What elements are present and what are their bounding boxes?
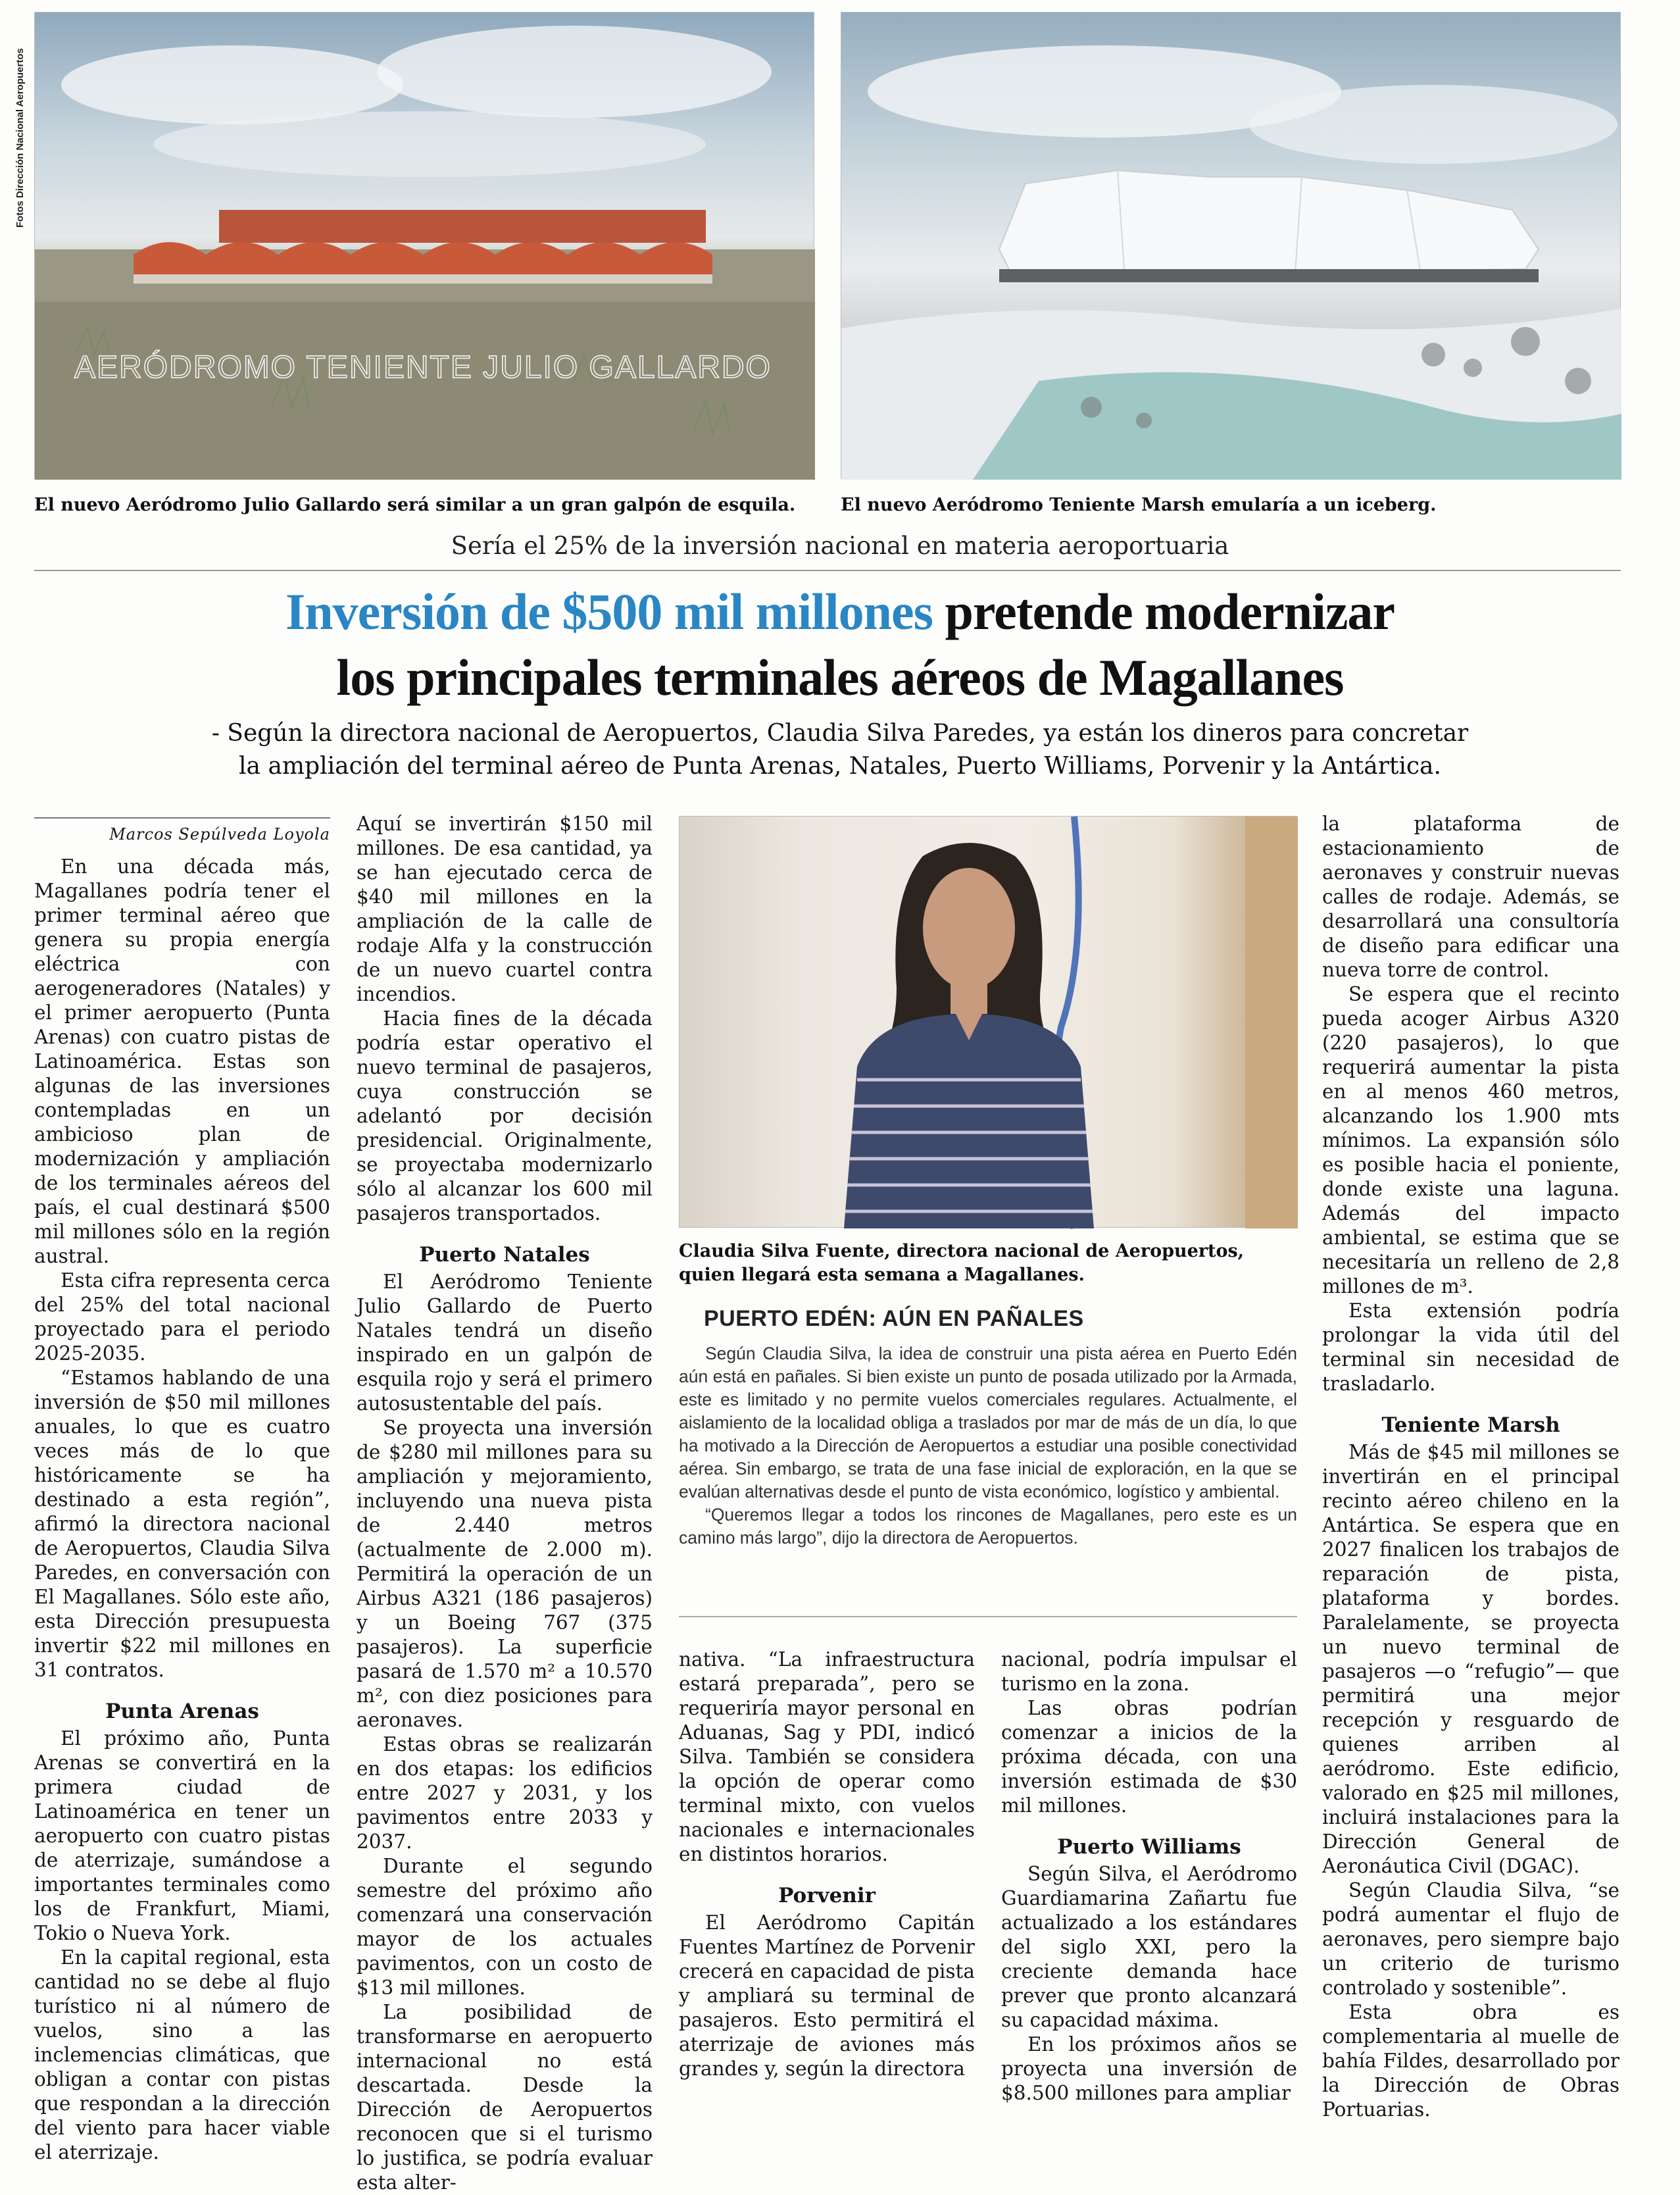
- sidebar-body: [679, 1342, 1297, 1550]
- portrait-woman-smiling: [679, 817, 1298, 1228]
- deck-line1: - Según la directora nacional de Aeropuertos, Claudia Silva Paredes, ya están los dineros para concretar: [211, 720, 1469, 747]
- paragraph: Las obras podrían comenzar a inicios de la próxima década, con una inversión estimada de $30 mil millones.: [1001, 1697, 1297, 1817]
- paragraph: “Estamos hablando de una inversión de $50 mil millones anuales, lo que es cuatro veces más de lo que históricamente se ha destinado a esta región”, afirmó la directora nacional de Aeropuertos, Claudia Silva Paredes, en conversación con El Magallanes. Sólo este año, esta Dirección presupuesta invertir $22 mil millones en 31 contratos.: [34, 1367, 330, 1681]
- deck: [0, 717, 1680, 783]
- paragraph: Más de $45 mil millones se invertirán en el principal recinto aéreo chileno en la Antártica. Se espera que en 2027 finalicen los trabajos de reparación de pista, plataforma y bordes. Paralelamente, se proyecta un nuevo terminal de pasajeros —o “refugio”— que permitirá una mejor recepción y resguardo de quienes arriben al aeródromo. Este edificio, valorado en $25 mil millones, incluirá instalaciones para la Dirección General de Aeronáutica Civil (DGAC).: [1322, 1441, 1619, 1877]
- paragraph: la plataforma de estacionamiento de aeronaves y construir nuevas calles de rodaje. Además, se desarrollará una consultoría de diseño para edificar una nueva torre de control.: [1322, 813, 1619, 981]
- paragraph: Aquí se invertirán $150 mil millones. De esa cantidad, ya se han ejecutado cerca de $40 mil millones en la ampliación de la calle de rodaje Alfa y la construcción de un nuevo cuartel contra incendios.: [357, 813, 653, 1005]
- subhead-punta-arenas: Punta Arenas: [105, 1700, 259, 1723]
- paragraph: nativa. “La infraestructura estará preparada”, pero se requeriría mayor personal en Aduanas, Sag y PDI, indicó Silva. También se considera la opción de operar como terminal mixto, con vuelos nacionales e internacionales en distintos horarios.: [679, 1648, 975, 1865]
- article-column-1: [34, 817, 330, 2165]
- paragraph: Esta obra es complementaria al muelle de bahía Fildes, desarrollado por la Dirección de Obras Portuarias.: [1322, 2001, 1619, 2121]
- subhead-puerto-williams: Puerto Williams: [1057, 1835, 1241, 1859]
- photo-caption-teniente-marsh: El nuevo Aeródromo Teniente Marsh emularía a un iceberg.: [841, 495, 1437, 515]
- headline-line1-rest: pretende modernizar: [932, 583, 1395, 640]
- photo-teniente-marsh: [841, 12, 1621, 479]
- photo-credit: Fotos Dirección Nacional Aeropuertos: [14, 48, 26, 228]
- paragraph: La posibilidad de transformarse en aeropuerto internacional no está descartada. Desde la Dirección de Aeropuertos reconocen que si el turismo lo justifica, se podría evaluar esta alter-: [357, 2001, 653, 2194]
- paragraph: Durante el segundo semestre del próximo año comenzará una conservación mayor de los actuales pavimentos, con un costo de $13 mil millones.: [357, 1855, 653, 1999]
- sidebar-title: PUERTO EDÉN: AÚN EN PAÑALES: [704, 1306, 1084, 1331]
- article-column-5: [1322, 812, 1619, 2122]
- paragraph: Esta extensión podría prolongar la vida útil del terminal sin necesidad de trasladarlo.: [1322, 1299, 1619, 1395]
- kicker: Sería el 25% de la inversión nacional en materia aeroportuaria: [451, 532, 1229, 560]
- subhead-porvenir: Porvenir: [778, 1884, 876, 1907]
- paragraph: Se proyecta una inversión de $280 mil millones para su ampliación y mejoramiento, incluyendo una nueva pista de 2.440 metros (actualmente de 2.000 m). Permitirá la operación de un Airbus A321 (186 pasajeros) y un Boeing 767 (375 pasajeros). La superficie pasará de 1.570 m² a 10.570 m², con diez posiciones para aeronaves.: [357, 1417, 653, 1731]
- divider: [34, 570, 1621, 571]
- article-column-4: [1001, 1648, 1297, 2106]
- paragraph: Según Claudia Silva, la idea de construir una pista aérea en Puerto Edén aún está en pañales. Si bien existe un punto de posada utilizado por la Armada, este es limitado y no permite vuelos comerciales regulares. Actualmente, el aislamiento de la localidad obliga a traslados por mar de más de un día, lo que ha motivado a la Dirección de Aeropuertos a estudiar una posible conectividad aérea. Sin embargo, se trata de una fase inicial de exploración, en la que se evalúan alternativas desde el punto de vista económico, logístico y ambiental.: [679, 1344, 1297, 1501]
- paragraph: Según Silva, el Aeródromo Guardiamarina Zañartu fue actualizado a los estándares del siglo XXI, pero la creciente demanda hace prever que pronto alcanzará su capacidad máxima.: [1001, 1863, 1297, 2031]
- subhead-teniente-marsh: Teniente Marsh: [1381, 1413, 1560, 1437]
- deck-line2: la ampliación del terminal aéreo de Punta Arenas, Natales, Puerto Williams, Porvenir y la Antártica.: [239, 753, 1441, 780]
- paragraph: Según Claudia Silva, “se podrá aumentar el flujo de aeronaves, pero siempre bajo un criterio de turismo controlado y sostenible”.: [1322, 1879, 1619, 1999]
- paragraph: “Queremos llegar a todos los rincones de Magallanes, pero este es un camino más largo”, dijo la directora de Aeropuertos.: [679, 1505, 1297, 1548]
- paragraph: En una década más, Magallanes podría tener el primer terminal aéreo que genera su propia energía eléctrica con aerogeneradores (Natales) y el primer aeropuerto (Punta Arenas) con cuatro pistas de Latinoamérica. Estas son algunas de las inversiones contempladas en un ambicioso plan de modernización y ampliación de los terminales aéreos del país, el cual destinará $500 mil millones sólo en la región austral.: [34, 855, 330, 1267]
- photo-caption-julio-gallardo: El nuevo Aeródromo Julio Gallardo será similar a un gran galpón de esquila.: [34, 495, 796, 515]
- paragraph: Estas obras se realizarán en dos etapas: los edificios entre 2027 y 2031, y los pavimentos entre 2033 y 2037.: [357, 1733, 653, 1853]
- paragraph: En la capital regional, esta cantidad no se debe al flujo turístico ni al número de vuelos, sino a las inclemencias climáticas, que obligan a contar con pistas que respondan a la dirección del viento para hacer viable el aterrizaje.: [34, 1946, 330, 2163]
- article-column-2: [357, 812, 653, 2195]
- divider: [679, 1616, 1297, 1617]
- paragraph: nacional, podría impulsar el turismo en la zona.: [1001, 1648, 1297, 1695]
- byline: Marcos Sepúlveda Loyola: [34, 817, 330, 851]
- terminal-rendering-red-roof: [35, 13, 815, 480]
- paragraph: Se espera que el recinto pueda acoger Airbus A320 (220 pasajeros), lo que requerirá aumentar la pista en al menos 460 metros, alcanzando los 1.900 mts mínimos. La expansión sólo es posible hacia el poniente, donde existe una laguna. Además del impacto ambiental, se estima que se necesitaría un relleno de 2,8 millones de m³.: [1322, 983, 1619, 1298]
- photo-overlay-text: AERÓDROMO TENIENTE JULIO GALLARDO: [74, 350, 772, 385]
- paragraph: Hacia fines de la década podría estar operativo el nuevo terminal de pasajeros, cuya construcción se adelantó por decisión presidencial. Originalmente, se proyectaba modernizarlo sólo al alcanzar los 600 mil pasajeros transportados.: [357, 1007, 653, 1224]
- paragraph: El próximo año, Punta Arenas se convertirá en la primera ciudad de Latinoamérica en tener un aeropuerto con cuatro pistas de aterrizaje, sumándose a importantes terminales como los de Frankfurt, Miami, Tokio o Nueva York.: [34, 1727, 330, 1944]
- photo-julio-gallardo: [34, 12, 814, 479]
- paragraph: El Aeródromo Capitán Fuentes Martínez de Porvenir crecerá en capacidad de pista y ampliará su terminal de pasajeros. Esto permitirá el aterrizaje de aviones más grandes y, según la directora: [679, 1911, 975, 2080]
- headline-line2: los principales terminales aéreos de Magallanes: [336, 649, 1344, 706]
- photo-claudia-silva: [679, 816, 1297, 1228]
- paragraph: Esta cifra representa cerca del 25% del total nacional proyectado para el periodo 2025-2035.: [34, 1269, 330, 1365]
- subhead-puerto-natales: Puerto Natales: [419, 1243, 590, 1267]
- headline-highlight: Inversión de $500 mil millones: [285, 583, 933, 640]
- headline: [0, 579, 1680, 711]
- paragraph: El Aeródromo Teniente Julio Gallardo de Puerto Natales tendrá un diseño inspirado en un galpón de esquila rojo y será el primero autosustentable del país.: [357, 1271, 653, 1415]
- paragraph: En los próximos años se proyecta una inversión de $8.500 millones para ampliar: [1001, 2033, 1297, 2104]
- terminal-rendering-iceberg: [841, 13, 1621, 480]
- article-column-3: [679, 1648, 975, 2081]
- photo-caption-claudia-silva: Claudia Silva Fuente, directora nacional de Aeropuertos, quien llegará esta semana a Magallanes.: [679, 1241, 1245, 1285]
